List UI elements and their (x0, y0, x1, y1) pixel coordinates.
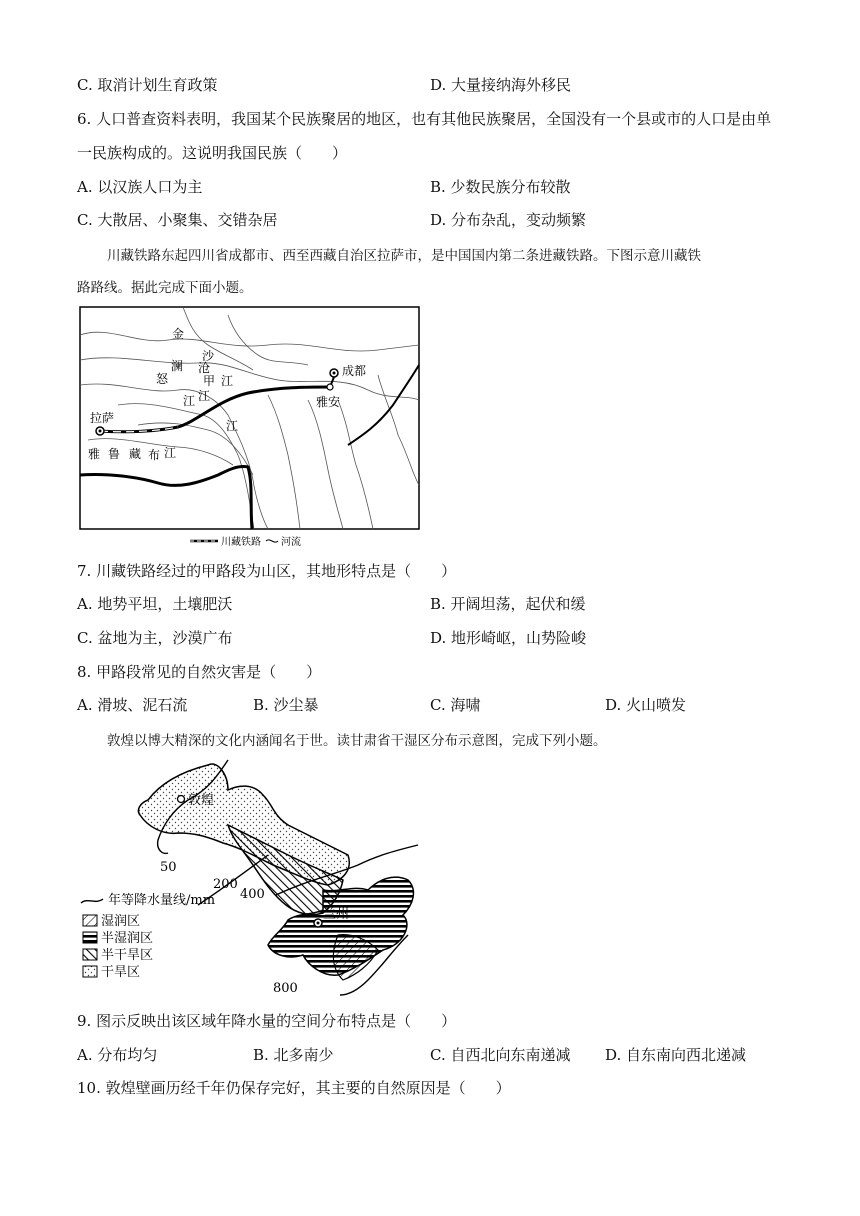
q8-option-b: B. 沙尘暴 (253, 696, 319, 714)
sichuan-tibet-railway-map (78, 305, 423, 550)
river-char-jia: 甲 (203, 374, 216, 388)
q5-option-c: C. 取消计划生育政策 (77, 76, 218, 94)
gansu-dry-wet-map (78, 755, 438, 1000)
legend-arid-label: 干旱区 (101, 965, 141, 980)
legend-river-label: 河流 (281, 537, 301, 548)
city-yaan: 雅安 (316, 395, 341, 409)
q6-stem-line1: 6. 人口普查资料表明，我国某个民族聚居的地区，也有其他民族聚居，全国没有一个县或市的人口是由单 (77, 110, 772, 128)
legend-isoline-label: 年等降水量线/mm (108, 893, 216, 908)
river-char-jin: 金 (172, 327, 185, 341)
river-char-sha: 沙 (202, 349, 215, 363)
passage1-line1: 川藏铁路东起四川省成都市、西至西藏自治区拉萨市，是中国国内第二条进藏铁路。下图示意川藏铁 (107, 248, 701, 264)
q8-stem: 8. 甲路段常见的自然灾害是（ ） (77, 663, 322, 681)
q8-option-a: A. 滑坡、泥石流 (77, 696, 188, 714)
q8-option-c: C. 海啸 (430, 696, 481, 714)
passage1-line2: 路路线。据此完成下面小题。 (77, 280, 253, 296)
passage2-line1: 敦煌以博大精深的文化内涵闻名于世。读甘肃省干湿区分布示意图，完成下列小题。 (107, 733, 607, 749)
q7-option-d: D. 地形崎岖，山势险峻 (430, 629, 587, 647)
river-char-jiang5: 江 (164, 446, 177, 460)
q9-option-a: A. 分布均匀 (77, 1046, 158, 1064)
river-char-nu: 怒 (156, 372, 169, 386)
q7-stem: 7. 川藏铁路经过的甲路段为山区，其地形特点是（ ） (77, 562, 457, 580)
city-dunhuang: 敦煌 (188, 793, 215, 808)
q6-option-a: A. 以汉族人口为主 (77, 178, 203, 196)
q7-option-c: C. 盆地为主，沙漠广布 (77, 629, 233, 647)
river-char-cang: 沧 (198, 361, 211, 375)
q6-stem-line2: 一民族构成的。这说明我国民族（ ） (77, 144, 348, 162)
river-char-zang: 藏 (129, 447, 142, 461)
legend-semiarid-label: 半干旱区 (101, 948, 154, 963)
q7-option-b: B. 开阔坦荡，起伏和缓 (430, 595, 586, 613)
isoline-label-200: 200 (213, 877, 238, 892)
river-char-lu: 鲁 (108, 447, 121, 461)
river-char-lan: 澜 (171, 359, 184, 373)
legend-railway-label: 川藏铁路 (221, 537, 261, 548)
q9-option-c: C. 自西北向东南递减 (430, 1046, 571, 1064)
river-char-ya: 雅 (88, 447, 101, 461)
city-lhasa: 拉萨 (90, 411, 115, 425)
legend-semihumid-label: 半湿润区 (101, 931, 154, 946)
river-char-jiang1: 江 (221, 374, 234, 388)
q9-option-b: B. 北多南少 (253, 1046, 334, 1064)
river-char-jiang3: 江 (183, 394, 196, 408)
q6-option-c: C. 大散居、小聚集、交错杂居 (77, 211, 278, 229)
q5-option-d: D. 大量接纳海外移民 (430, 76, 572, 94)
isoline-label-400: 400 (240, 887, 265, 902)
q10-stem: 10. 敦煌壁画历经千年仍保存完好，其主要的自然原因是（ ） (77, 1079, 511, 1097)
isoline-label-800: 800 (273, 981, 298, 996)
river-char-bu: 布 (148, 448, 161, 462)
q6-option-d: D. 分布杂乱，变动频繁 (430, 211, 587, 229)
isoline-label-50: 50 (160, 860, 177, 875)
river-char-jiang4: 江 (226, 419, 239, 433)
q8-option-d: D. 火山喷发 (605, 696, 687, 714)
q7-option-a: A. 地势平坦，土壤肥沃 (77, 595, 233, 613)
legend-humid-label: 湿润区 (101, 914, 141, 929)
q6-option-b: B. 少数民族分布较散 (430, 178, 571, 196)
q9-option-d: D. 自东南向西北递减 (605, 1046, 747, 1064)
q9-stem: 9. 图示反映出该区域年降水量的空间分布特点是（ ） (77, 1012, 457, 1030)
city-chengdu: 成都 (342, 364, 367, 378)
city-lanzhou: 兰州 (323, 907, 350, 922)
river-char-jiang2: 江 (198, 389, 211, 403)
